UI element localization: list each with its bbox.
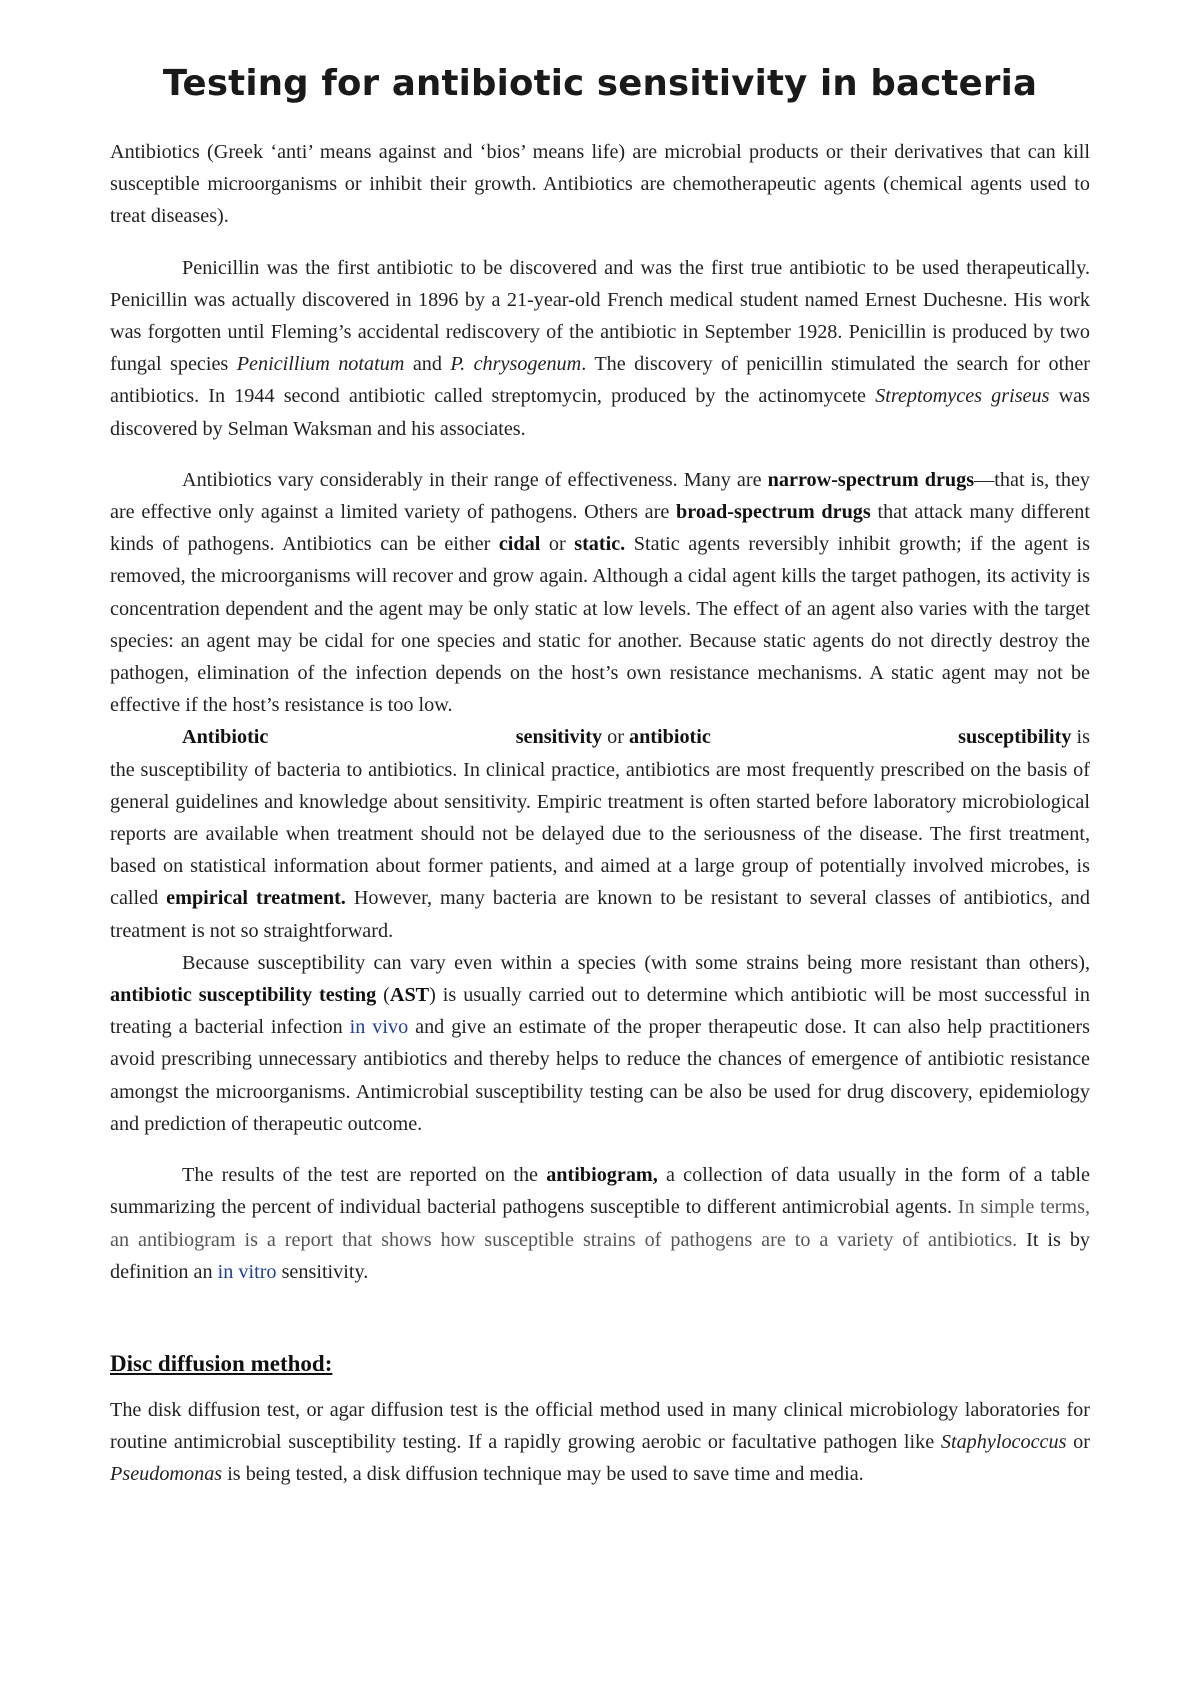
- section-heading-disc-diffusion: Disc diffusion method:: [110, 1350, 333, 1376]
- term-antibiotic-2: antibiotic: [628, 726, 711, 749]
- spectrum-paragraph: [110, 464, 1090, 722]
- species-pseudomonas: Pseudomonas: [110, 1463, 223, 1486]
- intro-text: Antibiotics (Greek ‘anti’ means against and ‘bios’ means life) are microbial products or their derivatives that can kill susceptible microorganisms or inhibit their growth. Antibiotics are chemotherapeutic agents (chemical agents used to treat diseases).: [110, 141, 1090, 228]
- disc-text-2: or: [1066, 1431, 1090, 1454]
- ast-text-4: and give an estimate of the proper therapeutic dose. It can also help practitioners avoid prescribing unnecessary antibiotics and thereby helps to reduce the chances of emergence of antibiotic resistance amongst the microorganisms. Antimicrobial susceptibility testing can be also be used for drug discovery, epidemiology and prediction of therapeutic outcome.: [110, 1016, 1090, 1135]
- antibiogram-text-3: In simple terms, an antibiogram is a report that shows how susceptible strains of pathogens are to a variety of antibiotics.: [110, 1196, 1091, 1251]
- sensitivity-text-1: the susceptibility of bacteria to antibiotics. In clinical practice, antibiotics are most frequently prescribed on the basis of general guidelines and knowledge about sensitivity. Empiric treatment is often started before laboratory microbiological reports are available when treatment should not be delayed due to the seriousness of the disease. The first treatment, based on statistical information about former patients, and aimed at a large group of potentially involved microbes, is called: [110, 758, 1090, 910]
- penicillin-text-1: Penicillin was the first antibiotic to be discovered and was the first true antibiotic to be used therapeutically. Penicillin was actually discovered in 1896 by a 21-year-old French medical student named Ernest Duchesne. His work was forgotten until Fleming’s accidental rediscovery of the antibiotic in September 1928. Penicillin is produced by two fungal species: [110, 256, 1090, 376]
- antibiogram-text-1: The results of the test are reported on the: [182, 1164, 547, 1187]
- document-title: Testing for antibiotic sensitivity in bacteria: [162, 63, 1038, 104]
- antibiogram-text-5: sensitivity.: [276, 1260, 369, 1283]
- term-ast-abbrev: AST: [389, 984, 430, 1007]
- term-static: static.: [574, 533, 626, 556]
- term-empirical-treatment: empirical treatment.: [166, 887, 346, 910]
- antibiogram-text-2: a collection of data usually in the form of a table summarizing the percent of individual bacterial pathogens susceptible to different antimicrobial agents.: [110, 1164, 1090, 1219]
- link-in-vivo[interactable]: in vivo: [349, 1016, 409, 1039]
- spectrum-text-5: Static agents reversibly inhibit growth; if the agent is removed, the microorganisms will recover and grow again. Although a cidal agent kills the target pathogen, its activity is concentration dependent and the agent may be only static at low levels. The effect of an agent also varies with the target species: an agent may be cidal for one species and static for another. Because static agents do not directly destroy the pathogen, elimination of the infection depends on the host’s own resistance mechanisms. A static agent may not be effective if the host’s resistance is too low.: [110, 533, 1090, 717]
- spectrum-text-2: —that is, they are effective only against a limited variety of pathogens. Others are: [110, 468, 1090, 524]
- spectrum-text-3: that attack many different kinds of pathogens. Antibiotics can be either: [110, 501, 1090, 556]
- spectrum-text-4: or: [540, 533, 575, 556]
- sensitivity-paragraph: [110, 754, 1090, 947]
- spectrum-text-1: Antibiotics vary considerably in their range of effectiveness. Many are: [182, 468, 768, 491]
- species-p-chrysogenum: P. chrysogenum: [450, 353, 582, 376]
- word-or: or: [607, 726, 624, 749]
- term-cidal: cidal: [498, 533, 541, 556]
- ast-text-3: ) is usually carried out to determine which antibiotic will be most successful in treating a bacterial infection: [110, 984, 1090, 1039]
- word-is: is: [1076, 726, 1090, 749]
- penicillin-text-4: was discovered by Selman Waksman and his associates.: [110, 385, 1090, 440]
- penicillin-text-3: . The discovery of penicillin stimulated the search for other antibiotics. In 1944 second antibiotic called streptomycin, produced by the actinomycete: [110, 353, 1090, 408]
- term-antibiotic-1: Antibiotic: [182, 726, 269, 749]
- ast-text-1: Because susceptibility can vary even within a species (with some strains being more resistant than others),: [182, 951, 1090, 974]
- sensitivity-text-2: However, many bacteria are known to be resistant to several classes of antibiotics, and treatment is not so straightforward.: [110, 887, 1090, 942]
- antibiogram-text-4: It is by definition an: [110, 1228, 1091, 1283]
- disc-paragraph: [110, 1394, 1090, 1491]
- term-narrow-spectrum: narrow-spectrum drugs: [767, 468, 975, 491]
- ast-paragraph: [110, 947, 1090, 1140]
- species-staphylococcus: Staphylococcus: [940, 1431, 1067, 1454]
- link-in-vitro[interactable]: in vitro: [217, 1260, 277, 1283]
- sensitivity-first-line: [110, 721, 1090, 753]
- species-streptomyces-griseus: Streptomyces griseus: [875, 385, 1050, 408]
- species-penicillium-notatum: Penicillium notatum: [236, 353, 405, 376]
- term-susceptibility: susceptibility: [958, 726, 1072, 749]
- term-antibiogram: antibiogram,: [546, 1164, 658, 1187]
- penicillin-paragraph: [110, 252, 1090, 445]
- term-broad-spectrum: broad-spectrum drugs: [676, 501, 871, 524]
- disc-text-1: The disk diffusion test, or agar diffusion test is the official method used in many clinical microbiology laboratories for routine antimicrobial susceptibility testing. If a rapidly growing aerobic or facultative pathogen like: [110, 1398, 1090, 1454]
- term-ast: antibiotic susceptibility testing: [110, 984, 377, 1007]
- disc-text-3: is being tested, a disk diffusion technique may be used to save time and media.: [222, 1463, 864, 1486]
- ast-text-2: (: [376, 984, 390, 1007]
- antibiogram-paragraph: [110, 1159, 1090, 1288]
- term-sensitivity: sensitivity: [515, 726, 603, 749]
- intro-paragraph: [110, 136, 1090, 233]
- penicillin-text-2: and: [404, 353, 451, 376]
